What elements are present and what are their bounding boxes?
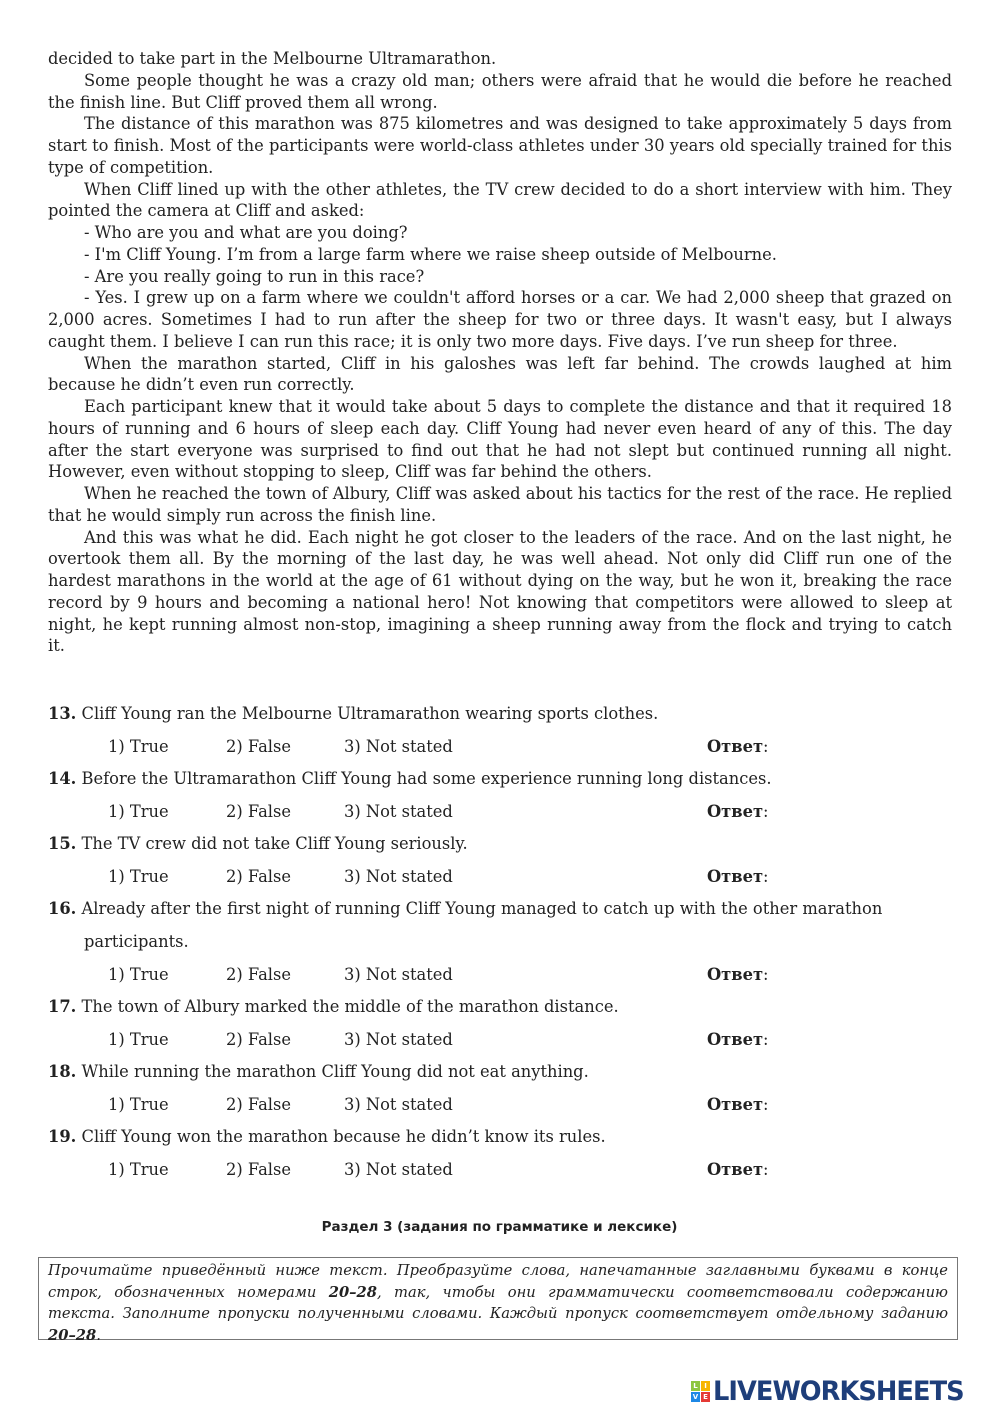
option-1: 1) True xyxy=(108,867,169,887)
option-3: 3) Not stated xyxy=(344,867,453,887)
passage-paragraph: When the marathon started, Cliff in his galoshes was left far behind. The crowds laughed at him because he didn’t even run correctly. xyxy=(48,353,952,395)
answer-area: Ответ : xyxy=(707,801,899,823)
answer-label: Ответ xyxy=(707,802,764,822)
question-number: 15. xyxy=(48,834,77,853)
question-text: While running the marathon Cliff Young did not eat anything. xyxy=(81,1061,589,1081)
answer-label: Ответ xyxy=(707,1029,764,1049)
option-2: 2) False xyxy=(226,802,291,822)
answer-input[interactable] xyxy=(775,801,899,823)
passage-paragraph: - Are you really going to run in this race? xyxy=(84,266,425,286)
question-text: The TV crew did not take Cliff Young seriously. xyxy=(81,834,468,853)
liveworksheets-logo xyxy=(691,1376,977,1407)
section-title: Раздел 3 (задания по грамматике и лексике) xyxy=(321,1219,678,1235)
question-16 xyxy=(48,893,952,958)
option-1: 1) True xyxy=(108,1094,169,1114)
option-3: 3) Not stated xyxy=(344,1094,453,1114)
passage-paragraph: Each participant knew that it would take about 5 days to complete the distance and that it required 18 hours of running and 6 hours of sleep each day. Cliff Young had never even heard of any of this. The day after the start everyone was surprised to find out that he had not slept but continued running all night. However, even without stopping to sleep, Cliff was far behind the others. xyxy=(48,397,952,482)
question-number: 18. xyxy=(48,1061,77,1081)
option-3: 3) Not stated xyxy=(344,737,453,757)
answer-input[interactable] xyxy=(775,1158,899,1180)
answer-input[interactable] xyxy=(775,1028,899,1050)
logo-icon xyxy=(691,1381,710,1402)
answer-label: Ответ xyxy=(707,1159,764,1179)
answer-options xyxy=(48,796,952,829)
logo-text: LIVEWORKSHEETS xyxy=(713,1376,964,1407)
option-1: 1) True xyxy=(108,802,169,822)
answer-input[interactable] xyxy=(775,736,899,758)
logo-letter-block: L xyxy=(691,1381,700,1391)
answer-label: Ответ xyxy=(707,737,764,757)
option-2: 2) False xyxy=(226,1029,291,1049)
passage-paragraph: When Cliff lined up with the other athletes, the TV crew decided to do a short interview with him. They pointed the camera at Cliff and asked: xyxy=(48,179,952,221)
questions-list xyxy=(48,698,952,1186)
passage-paragraph: When he reached the town of Albury, Cliff was asked about his tactics for the rest of the race. He replied that he would simply run across the finish line. xyxy=(48,484,952,525)
option-2: 2) False xyxy=(226,867,291,887)
answer-options xyxy=(48,731,952,764)
answer-input[interactable] xyxy=(775,1093,899,1115)
reading-passage xyxy=(48,48,952,657)
question-19 xyxy=(48,1121,952,1154)
answer-options xyxy=(48,1088,952,1121)
logo-letter-block: V xyxy=(692,1393,699,1401)
passage-paragraph: - Who are you and what are you doing? xyxy=(84,223,408,242)
instructions-box xyxy=(38,1257,958,1344)
passage-paragraph: - I'm Cliff Young. I’m from a large farm where we raise sheep outside of Melbourne. xyxy=(84,244,777,264)
answer-input[interactable] xyxy=(775,866,899,888)
option-3: 3) Not stated xyxy=(344,964,453,984)
answer-area: Ответ : xyxy=(707,1028,899,1050)
answer-area: Ответ : xyxy=(707,1093,899,1115)
question-number: 19. xyxy=(48,1126,77,1146)
answer-options xyxy=(48,1023,952,1056)
question-14 xyxy=(48,763,952,796)
answer-label: Ответ xyxy=(707,1094,764,1114)
question-13 xyxy=(48,698,952,731)
question-number: 17. xyxy=(48,996,77,1016)
range: 20–28 xyxy=(48,1326,97,1344)
instructions-text: , так, чтобы они грамматически соответствовали содержанию текста. Заполните пропуски полученными словами. Каждый пропуск соответствует отдельному заданию xyxy=(48,1283,948,1322)
passage-paragraph: And this was what he did. Each night he got closer to the leaders of the race. And on the last night, he overtook them all. By the morning of the last day, he was well ahead. Not only did Cliff run one of the hardest marathons in the world at the age of 61 without dying on the way, but he won it, breaking the race record by 9 hours and becoming a national hero! Not knowing that competitors were allowed to sleep at night, he kept running almost non-stop, imagining a sheep running away from the flock and trying to catch it. xyxy=(48,527,952,656)
option-1: 1) True xyxy=(108,1029,169,1049)
option-1: 1) True xyxy=(108,737,169,757)
passage-paragraph: decided to take part in the Melbourne Ultramarathon. xyxy=(48,49,497,68)
logo-letter-block: E xyxy=(701,1392,710,1402)
question-number: 13. xyxy=(48,704,77,723)
question-text: Before the Ultramarathon Cliff Young had some experience running long distances. xyxy=(81,769,772,788)
answer-input[interactable] xyxy=(775,963,899,985)
question-number: 14. xyxy=(48,769,77,788)
answer-options xyxy=(48,861,952,894)
question-18 xyxy=(48,1056,952,1089)
question-text: The town of Albury marked the middle of the marathon distance. xyxy=(81,996,619,1016)
option-1: 1) True xyxy=(108,1159,169,1179)
passage-paragraph: The distance of this marathon was 875 kilometres and was designed to take approximately 5 days from start to finish. Most of the participants were world-class athletes under 30 years old specially trained for this type of competition. xyxy=(48,114,952,177)
range: 20–28 xyxy=(328,1283,377,1301)
option-3: 3) Not stated xyxy=(344,1029,453,1049)
question-number: 16. xyxy=(48,899,77,918)
question-text: Already after the first night of running Cliff Young managed to catch up with the other marathon participants. xyxy=(81,899,883,951)
option-2: 2) False xyxy=(226,737,291,757)
question-text: Cliff Young ran the Melbourne Ultramarathon wearing sports clothes. xyxy=(81,704,659,723)
question-text: Cliff Young won the marathon because he didn’t know its rules. xyxy=(81,1126,606,1146)
instructions-text: . xyxy=(96,1326,101,1344)
option-2: 2) False xyxy=(226,1159,291,1179)
logo-letter-block: I xyxy=(701,1381,710,1391)
passage-paragraph: - Yes. I grew up on a farm where we couldn't afford horses or a car. We had 2,000 sheep that grazed on 2,000 acres. Sometimes I had to run after the sheep for two or three days. It wasn't easy, but I always caught them. I believe I can run this race; it is only two more days. Five days. I’ve run sheep for three. xyxy=(48,288,952,351)
option-1: 1) True xyxy=(108,964,169,984)
answer-label: Ответ xyxy=(707,867,764,887)
question-17 xyxy=(48,991,952,1024)
question-15 xyxy=(48,828,952,861)
answer-area: Ответ : xyxy=(707,963,899,985)
answer-options xyxy=(48,1153,952,1186)
option-2: 2) False xyxy=(226,1094,291,1114)
option-3: 3) Not stated xyxy=(344,1159,453,1179)
answer-area: Ответ : xyxy=(707,866,899,888)
answer-area: Ответ : xyxy=(707,1158,899,1180)
answer-options xyxy=(48,958,952,991)
instructions-text: Прочитайте приведённый ниже текст. Преобразуйте слова, напечатанные заглавными буквами в конце строк, обозначенных номерами xyxy=(48,1262,948,1301)
option-3: 3) Not stated xyxy=(344,802,453,822)
answer-area: Ответ : xyxy=(707,736,899,758)
option-2: 2) False xyxy=(226,964,291,984)
passage-paragraph: Some people thought he was a crazy old man; others were afraid that he would die before he reached the finish line. But Cliff proved them all wrong. xyxy=(48,70,952,112)
answer-label: Ответ xyxy=(707,964,764,984)
